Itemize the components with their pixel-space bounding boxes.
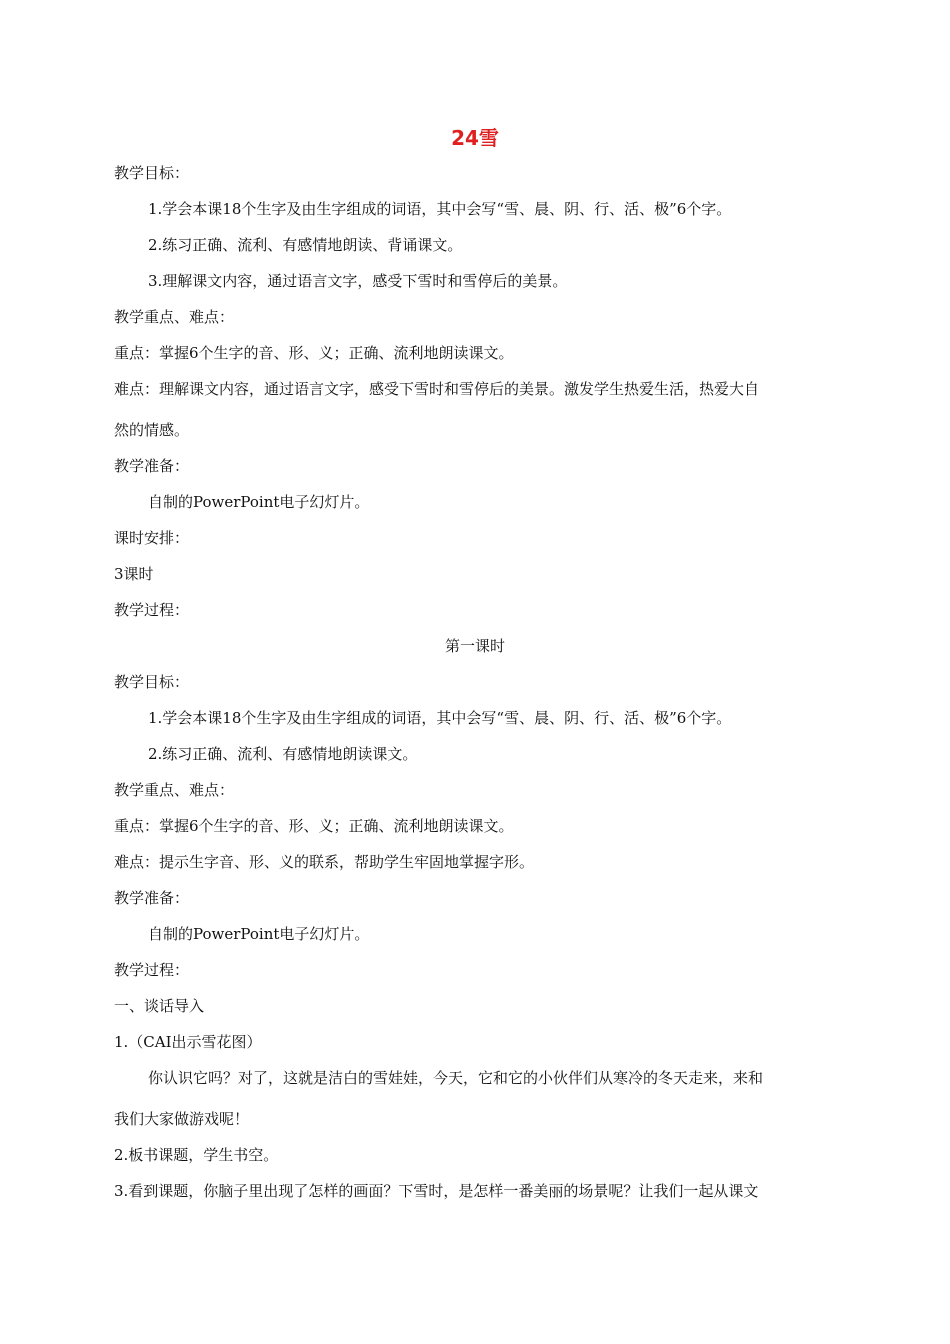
step-3: 3.看到课题，你脑子里出现了怎样的画面？下雪时，是怎样一番美丽的场景呢？让我们一起从课文	[114, 1182, 759, 1200]
goal-item-2: 2.练习正确、流利、有感情地朗读、背诵课文。	[148, 236, 463, 254]
heading-teaching-goals-2: 教学目标：	[114, 673, 190, 691]
heading-key-points-2: 教学重点、难点：	[114, 781, 235, 799]
heading-preparation-2: 教学准备：	[114, 889, 190, 907]
lesson-1-heading: 第一课时	[444, 637, 505, 655]
heading-process: 教学过程：	[114, 601, 190, 619]
goal-item-3: 3.理解课文内容，通过语言文字，感受下雪时和雪停后的美景。	[148, 272, 568, 290]
step-1-paragraph: 你认识它吗？对了，这就是洁白的雪娃娃，今天，它和它的小伙伴们从寒冷的冬天走来，来和	[148, 1069, 764, 1087]
goal-item-1: 1.学会本课18个生字及由生字组成的词语，其中会写“雪、晨、阴、行、活、极”6个字。	[148, 200, 732, 218]
step-1: 1.（CAI出示雪花图）	[114, 1033, 262, 1051]
heading-teaching-goals: 教学目标：	[114, 164, 190, 182]
difficulty-text-cont: 然的情感。	[114, 421, 190, 439]
heading-process-2: 教学过程：	[114, 961, 190, 979]
section-intro-heading: 一、谈话导入	[114, 997, 205, 1015]
goal-item-1-2: 1.学会本课18个生字及由生字组成的词语，其中会写“雪、晨、阴、行、活、极”6个字。	[148, 709, 732, 727]
key-point-text: 重点：掌握6个生字的音、形、义；正确、流利地朗读课文。	[114, 344, 514, 362]
heading-key-points: 教学重点、难点：	[114, 308, 235, 326]
schedule-text: 3课时	[114, 565, 154, 583]
goal-item-2-2: 2.练习正确、流利、有感情地朗读课文。	[148, 745, 418, 763]
difficulty-text: 难点：理解课文内容，通过语言文字，感受下雪时和雪停后的美景。激发学生热爱生活，热爱大自	[114, 380, 760, 398]
key-point-text-2: 重点：掌握6个生字的音、形、义；正确、流利地朗读课文。	[114, 817, 514, 835]
document-title: 24雪	[451, 126, 499, 150]
heading-schedule: 课时安排：	[114, 529, 190, 547]
preparation-text-2: 自制的PowerPoint电子幻灯片。	[148, 925, 370, 943]
step-1-paragraph-cont: 我们大家做游戏呢！	[114, 1110, 250, 1128]
step-2: 2.板书课题，学生书空。	[114, 1146, 279, 1164]
difficulty-text-2: 难点：提示生字音、形、义的联系，帮助学生牢固地掌握字形。	[114, 853, 535, 871]
heading-preparation: 教学准备：	[114, 457, 190, 475]
preparation-text: 自制的PowerPoint电子幻灯片。	[148, 493, 370, 511]
